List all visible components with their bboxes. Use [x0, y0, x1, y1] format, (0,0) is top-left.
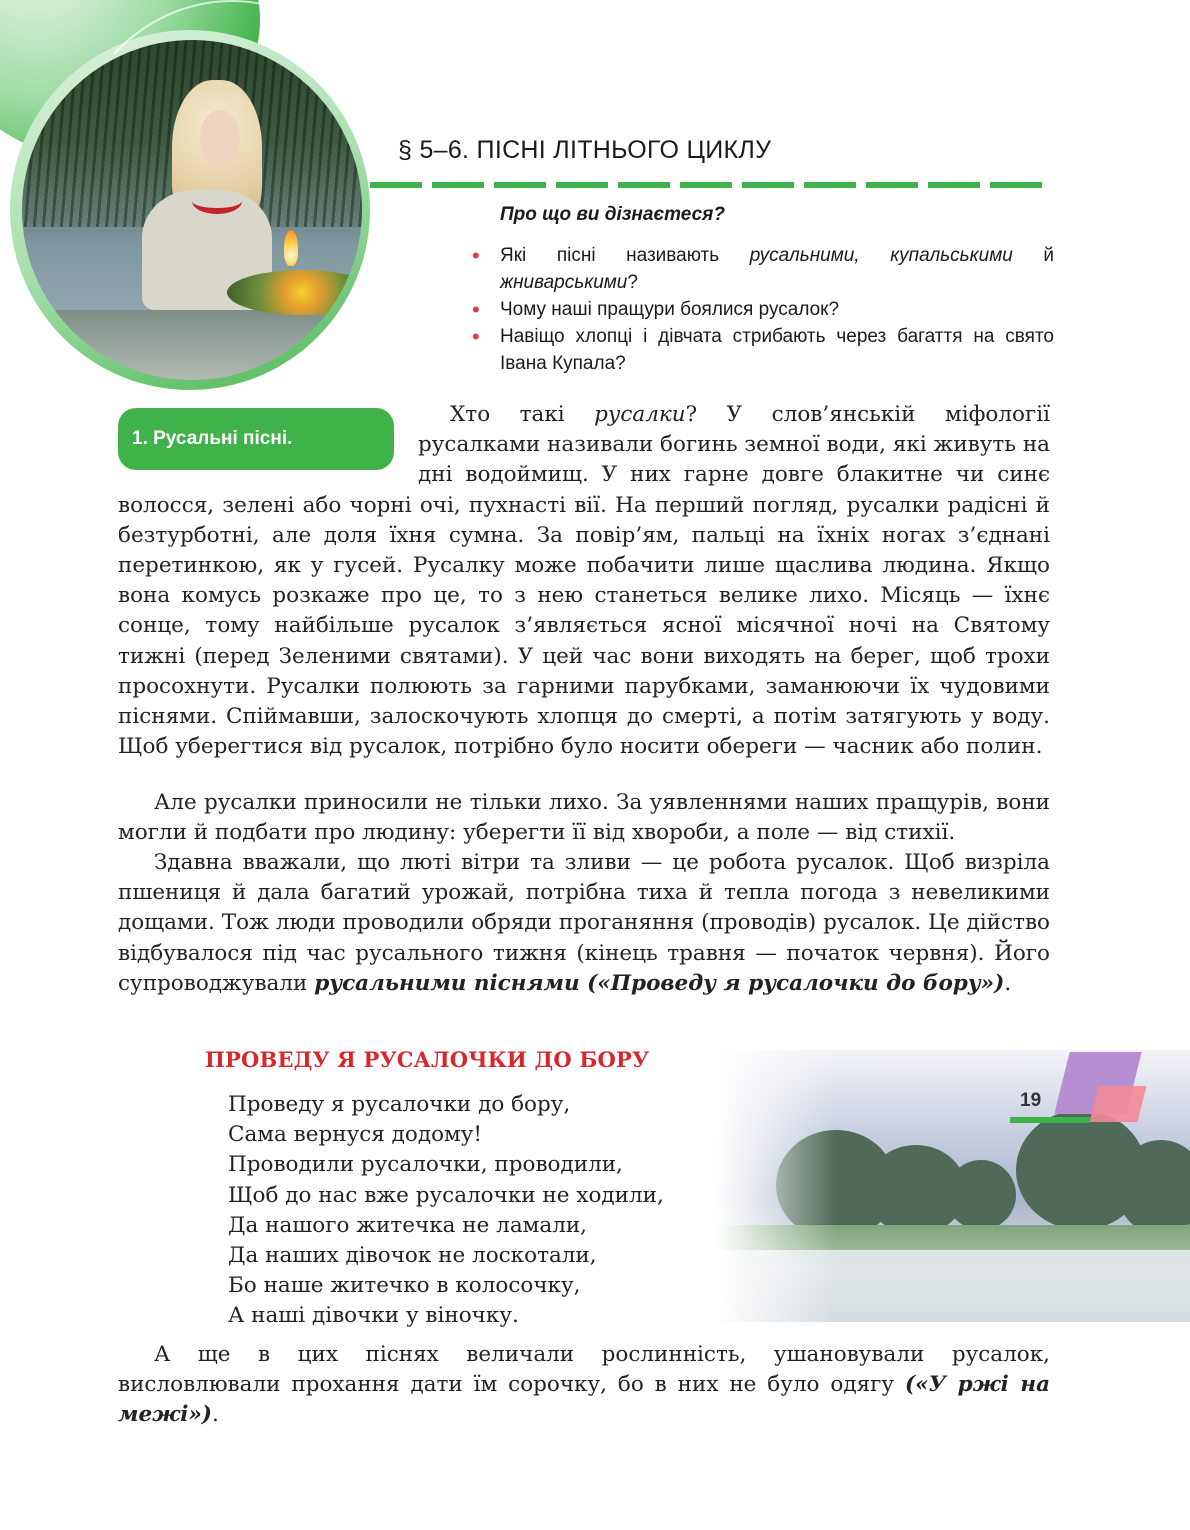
section-title: § 5–6. ПІСНІ ЛІТНЬОГО ЦИКЛУ: [398, 136, 772, 164]
page-corner-decoration: [1090, 1086, 1147, 1122]
body-paragraph-1: Хто такі русалки? У слов’янській міфології русалками називали богинь земної води, які живуть на дні водоймищ. У них гарне довге блакитне чи синє волосся, зелені або чорні очі, пухнасті вії. На перший погляд, русалки радісні й безтурботні, але доля їхня сумна. За повір’ям, пальці на їхніх ногах з’єднані перетинкою, як у гусей. Русалку може побачити лише щаслива людина. Якщо вона комусь розкаже про це, то з нею станеться велике лихо. Місяць — їхнє сонце, тому найбільше русалок з’являється ясної місячної ночі на Святому тижні (перед Зеленими святами). У цей час вони виходять на берег, щоб трохи просохнути. Русалки полюють за гарними парубками, заманюючи їх чудовими піснями. Спіймавши, залоскочують хлопця до смерті, а потім затягують у воду. Щоб уберегтися від русалок, потрібно було носити обереги — часник або полин.: [118, 402, 1050, 760]
poem-line: Да нашого житечка не ламали,: [228, 1212, 588, 1238]
poem-line: Да наших дівочок не лоскотали,: [228, 1243, 597, 1269]
poem-line: Сама вернуся додому!: [228, 1122, 483, 1148]
intro-bullet-list: [470, 242, 1054, 377]
body-paragraph-4: А ще в цих піснях величали рослинність, ушановували русалок, висловлювали прохання дати їм сорочку, бо в них не було одягу («У ржі на межі»).: [118, 1342, 1051, 1428]
poem-line: Проводили русалочки, проводили,: [228, 1152, 623, 1178]
poem-line: Проведу я русалочки до бору,: [228, 1092, 571, 1117]
intro-question: Про що ви дізнаєтеся?: [500, 204, 725, 225]
body-paragraph-2: Але русалки приносили не тільки лихо. За уявленнями наших пращурів, вони могли й подбати про людину: уберегти її від хвороби, а поле — від стихії.: [118, 790, 1050, 846]
subsection-label-text: 1. Русальні пісні.: [132, 428, 293, 449]
bullet-icon: •: [472, 297, 480, 322]
poem-line: А наші дівочки у віночку.: [228, 1303, 519, 1329]
photo-ring-line: [60, 0, 404, 384]
list-item: • Які пісні називають русальними, купальськими й жниварськими?: [472, 243, 1054, 293]
list-item: • Чому наші пращури боялися русалок?: [472, 297, 840, 322]
header-dashed-line: [370, 182, 1046, 188]
song-lyrics: [228, 1090, 664, 1332]
page-number-underline: [1010, 1117, 1090, 1123]
body-paragraph-3: Здавна вважали, що люті вітри та зливи — це робота русалок. Щоб визріла пшениця й дала багатий урожай, потрібна тиха й тепла погода з невеликими дощами. Тож люди проводили обряди проганяння (проводів) русалок. Це дійство відбувалося під час русального тижня (кінець травня — початок червня). Його супроводжували русальними піснями («Проведу я русалочки до бору»).: [118, 850, 1050, 996]
bullet-icon: •: [472, 324, 480, 349]
poem-line: Бо наше житечко в колосочку,: [228, 1273, 581, 1299]
page-number: 19: [1020, 1090, 1042, 1111]
list-item: • Навіщо хлопці і дівчата стрибають через багаття на свято Івана Купала?: [472, 324, 1054, 374]
poem-line: Щоб до нас вже русалочки не ходили,: [228, 1182, 664, 1208]
bullet-icon: •: [472, 243, 480, 268]
song-title: ПРОВЕДУ Я РУСАЛОЧКИ ДО БОРУ: [205, 1047, 650, 1072]
